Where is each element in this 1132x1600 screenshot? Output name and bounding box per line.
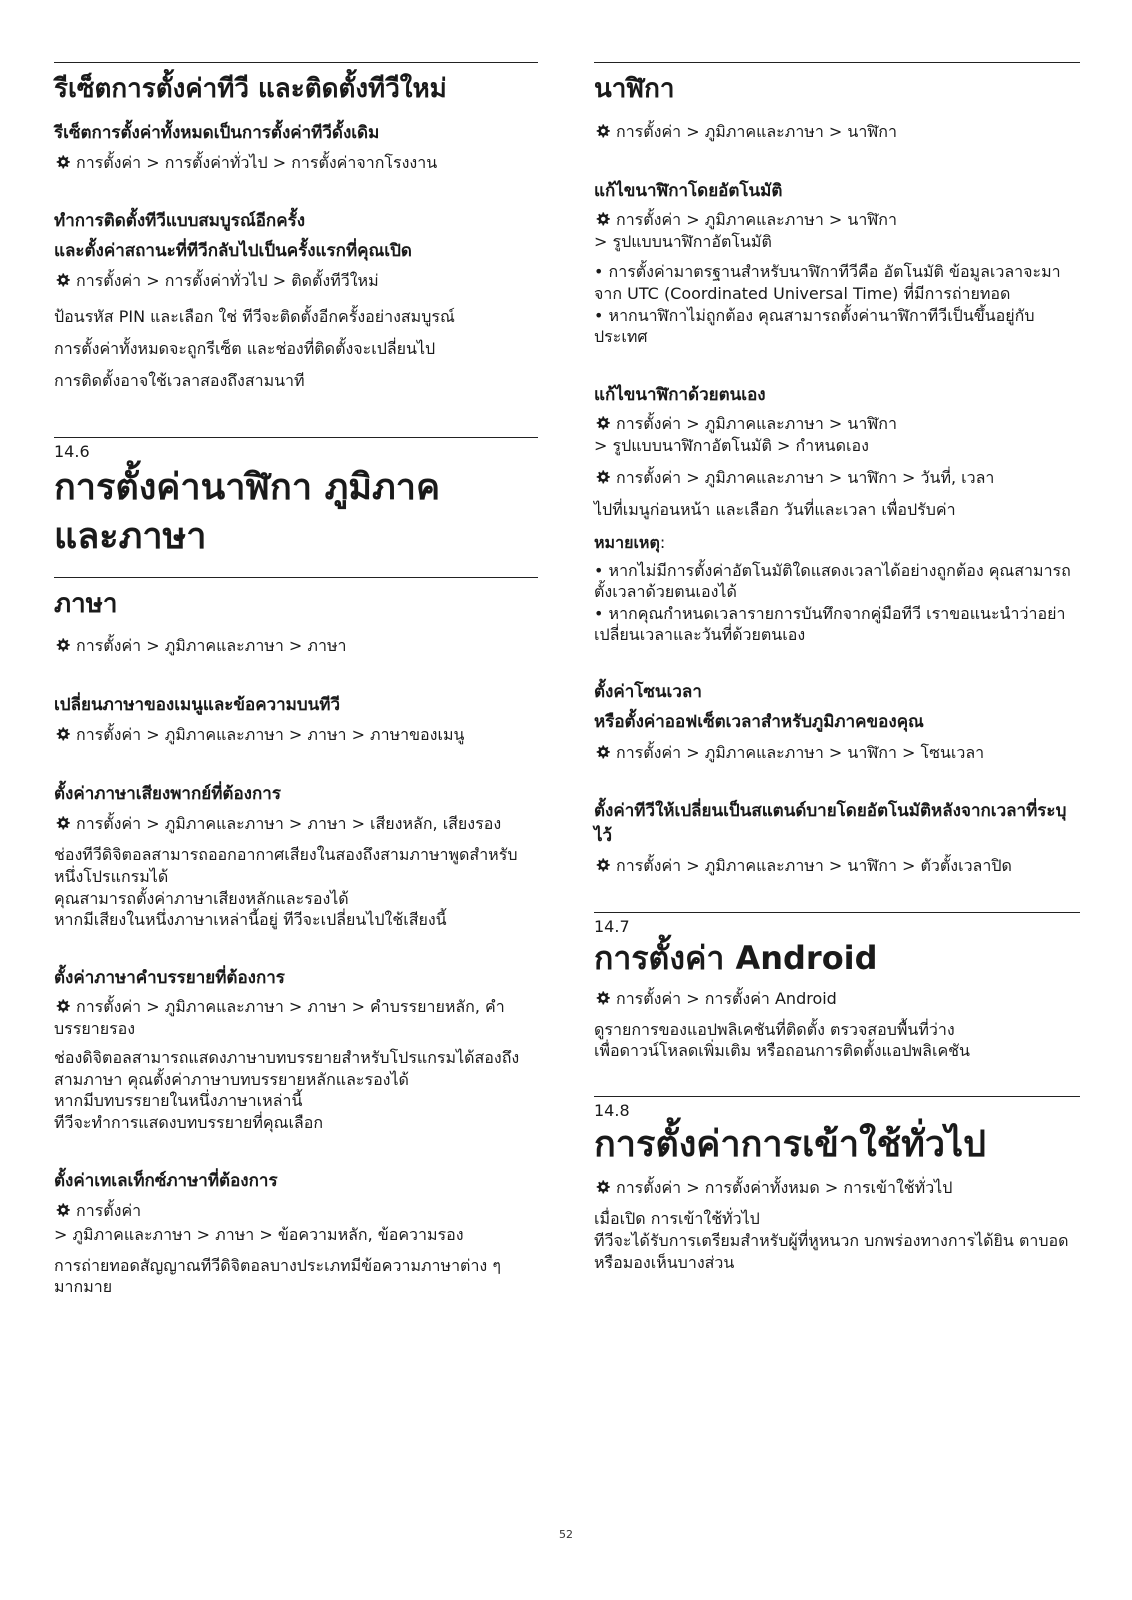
note-label: หมายเหตุ: <box>594 532 666 552</box>
android-chapter-title: การตั้งค่า Android <box>594 938 878 977</box>
timezone-title-1: ตั้งค่าโซนเวลา <box>594 681 702 702</box>
subtitle-language-path: การตั้งค่า > ภูมิภาคและภาษา > ภาษา > คำบรรยายหลัก, คำบรรยายรอง <box>54 996 505 1038</box>
gear-icon <box>54 815 72 831</box>
gear-icon <box>594 469 612 485</box>
auto-clock-path-1: การตั้งค่า > ภูมิภาคและภาษา > นาฬิกา <box>594 209 1080 231</box>
gear-icon <box>594 1179 612 1195</box>
gear-icon <box>54 154 72 170</box>
chapter-title-2: และภาษา <box>54 515 207 557</box>
section-rule <box>54 577 538 578</box>
manual-clock-path-1: การตั้งค่า > ภูมิภาคและภาษา > นาฬิกา <box>594 413 1080 435</box>
audio-language-text-3: หากมีเสียงในหนึ่งภาษาเหล่านี้อยู่ ทีวีจะเปลี่ยนไปใช้เสียงนี้ <box>54 910 447 930</box>
section-rule <box>54 62 538 63</box>
auto-clock-path-2: > รูปแบบนาฬิกาอัตโนมัติ <box>594 232 772 252</box>
menu-language-path: การตั้งค่า > ภูมิภาคและภาษา > ภาษา > ภาษาของเมนู <box>54 723 538 747</box>
audio-language-text-1: ช่องทีวีดิจิตอลสามารถออกอากาศเสียงในสองถึงสามภาษาพูดสำหรับหนึ่งโปรแกรมได้ <box>54 845 518 887</box>
android-chapter-number: 14.7 <box>594 916 630 936</box>
subtitle-language-text-1: ช่องดิจิตอลสามารถแสดงภาษาบทบรรยายสำหรับโปรแกรมได้สองถึงสามภาษา คุณตั้งค่าภาษาบทบรรยายหลักและรองได้ <box>54 1048 520 1089</box>
gear-icon <box>594 990 612 1006</box>
android-path: การตั้งค่า > การตั้งค่า Android <box>594 987 1080 1011</box>
standby-title: ตั้งค่าทีวีให้เปลี่ยนเป็นสแตนด์บายโดยอัตโนมัติหลังจากเวลาที่ระบุไว้ <box>594 800 1067 847</box>
note-text-1: • หากไม่มีการตั้งค่าอัตโนมัติใดแสดงเวลาได้อย่างถูกต้อง คุณสามารถตั้งเวลาด้วยตนเองได้ <box>594 560 1071 602</box>
page-number: 52 <box>559 1528 573 1541</box>
gear-icon <box>594 744 612 760</box>
chapter-number: 14.6 <box>54 442 90 462</box>
access-path: การตั้งค่า > การตั้งค่าทั้งหมด > การเข้าใช้ทั่วไป <box>594 1176 1080 1200</box>
access-chapter-title: การตั้งค่าการเข้าใช้ทั่วไป <box>594 1124 986 1166</box>
language-title: ภาษา <box>54 588 118 619</box>
gear-icon <box>594 415 612 431</box>
teletext-language-title: ตั้งค่าเทเลเท็กซ์ภาษาที่ต้องการ <box>54 1170 278 1191</box>
teletext-language-text: การถ่ายทอดสัญญาณทีวีดิจิตอลบางประเภทมีข้อความภาษาต่าง ๆ มากมาย <box>54 1255 501 1297</box>
gear-icon <box>54 272 72 288</box>
reset-section-title: รีเซ็ตการตั้งค่าทีวี และติดตั้งทีวีใหม่ <box>54 74 447 104</box>
note-text-2: • หากคุณกำหนดเวลารายการบันทึกจากคู่มือทีวี เราขอแนะนำว่าอย่าเปลี่ยนเวลาและวันที่ด้วยตนเอง <box>594 603 1066 645</box>
chapter-rule <box>54 437 538 438</box>
gear-icon <box>54 726 72 742</box>
gear-icon <box>594 123 612 139</box>
subtitle-language-title: ตั้งค่าภาษาคำบรรยายที่ต้องการ <box>54 967 285 988</box>
access-text-1: เมื่อเปิด การเข้าใช้ทั่วไป <box>594 1209 760 1229</box>
gear-icon <box>594 857 612 873</box>
standby-path: การตั้งค่า > ภูมิภาคและภาษา > นาฬิกา > ตัวตั้งเวลาปิด <box>594 854 1080 878</box>
menu-language-title: เปลี่ยนภาษาของเมนูและข้อความบนทีวี <box>54 695 341 716</box>
manual-clock-title: แก้ไขนาฬิกาด้วยตนเอง <box>594 384 766 405</box>
subtitle-language-text-2: หากมีบทบรรยายในหนึ่งภาษาเหล่านี้ <box>54 1091 303 1111</box>
gear-icon <box>594 211 612 227</box>
clock-path: การตั้งค่า > ภูมิภาคและภาษา > นาฬิกา <box>594 120 1080 144</box>
section-rule <box>594 62 1080 63</box>
timezone-title-2: หรือตั้งค่าออฟเซ็ตเวลาสำหรับภูมิภาคของคุณ <box>594 712 924 733</box>
right-column <box>594 62 1080 1281</box>
manual-clock-path-2: > รูปแบบนาฬิกาอัตโนมัติ > กำหนดเอง <box>594 436 869 456</box>
android-text-2: เพื่อดาวน์โหลดเพิ่มเติม หรือถอนการติดตั้งแอปพลิเคชัน <box>594 1041 970 1061</box>
timezone-path: การตั้งค่า > ภูมิภาคและภาษา > นาฬิกา > โซนเวลา <box>594 741 1080 765</box>
gear-icon <box>54 637 72 653</box>
reset-all-path: การตั้งค่า > การตั้งค่าทั่วไป > การตั้งค่าจากโรงงาน <box>54 151 538 175</box>
access-chapter-number: 14.8 <box>594 1100 630 1120</box>
manual-clock-text: ไปที่เมนูก่อนหน้า และเลือก วันที่และเวลา เพื่อปรับค่า <box>594 499 956 519</box>
auto-clock-text-1: • การตั้งค่ามาตรฐานสำหรับนาฬิกาทีวีคือ อัตโนมัติ ข้อมูลเวลาจะมาจาก UTC (Coordinated Universal Time) ที่มีการถ่ายทอด <box>594 262 1061 304</box>
language-path: การตั้งค่า > ภูมิภาคและภาษา > ภาษา <box>54 634 538 658</box>
subtitle-language-text-3: ทีวีจะทำการแสดงบทบรรยายที่คุณเลือก <box>54 1112 324 1132</box>
access-text-2: ทีวีจะได้รับการเตรียมสำหรับผู้ที่หูหนวก บกพร่องทางการได้ยิน ตาบอด หรือมองเห็นบางส่วน <box>594 1231 1069 1272</box>
audio-language-text-2: คุณสามารถตั้งค่าภาษาเสียงหลักและรองได้ <box>54 888 349 908</box>
gear-icon <box>54 1202 72 1218</box>
audio-language-path: การตั้งค่า > ภูมิภาคและภาษา > ภาษา > เสียงหลัก, เสียงรอง <box>54 812 538 836</box>
reinstall-title-1: ทำการติดตั้งทีวีแบบสมบูรณ์อีกครั้ง <box>54 210 306 231</box>
reinstall-text-3: การติดตั้งอาจใช้เวลาสองถึงสามนาที <box>54 371 305 391</box>
android-text-1: ดูรายการของแอปพลิเคชันที่ติดตั้ง ตรวจสอบพื้นที่ว่าง <box>594 1019 955 1039</box>
reinstall-text-1: ป้อนรหัส PIN และเลือก ใช่ ทีวีจะติดตั้งอีกครั้งอย่างสมบูรณ์ <box>54 307 455 327</box>
teletext-language-path-2: > ภูมิภาคและภาษา > ภาษา > ข้อความหลัก, ข้อความรอง <box>54 1224 464 1244</box>
chapter-rule <box>594 912 1080 913</box>
clock-title: นาฬิกา <box>594 74 675 104</box>
reinstall-text-2: การตั้งค่าทั้งหมดจะถูกรีเซ็ต และช่องที่ติดตั้งจะเปลี่ยนไป <box>54 339 436 359</box>
reset-all-title: รีเซ็ตการตั้งค่าทั้งหมดเป็นการตั้งค่าทีวีดั้งเดิม <box>54 122 380 143</box>
reinstall-path: การตั้งค่า > การตั้งค่าทั่วไป > ติดตั้งทีวีใหม่ <box>54 269 538 293</box>
teletext-language-path-1: การตั้งค่า <box>54 1199 538 1223</box>
auto-clock-text-2: • หากนาฬิกาไม่ถูกต้อง คุณสามารถตั้งค่านาฬิกาทีวีเป็นขึ้นอยู่กับประเทศ <box>594 305 1035 347</box>
left-column <box>54 62 538 1306</box>
auto-clock-title: แก้ไขนาฬิกาโดยอัตโนมัติ <box>594 180 783 201</box>
chapter-title-1: การตั้งค่านาฬิกา ภูมิภาค <box>54 466 441 508</box>
reinstall-title-2: และตั้งค่าสถานะที่ทีวีกลับไปเป็นครั้งแรกที่คุณเปิด <box>54 241 412 262</box>
chapter-rule <box>594 1096 1080 1097</box>
gear-icon <box>54 998 72 1014</box>
manual-clock-path-3: การตั้งค่า > ภูมิภาคและภาษา > นาฬิกา > วันที่, เวลา <box>594 466 1080 490</box>
audio-language-title: ตั้งค่าภาษาเสียงพากย์ที่ต้องการ <box>54 784 281 805</box>
